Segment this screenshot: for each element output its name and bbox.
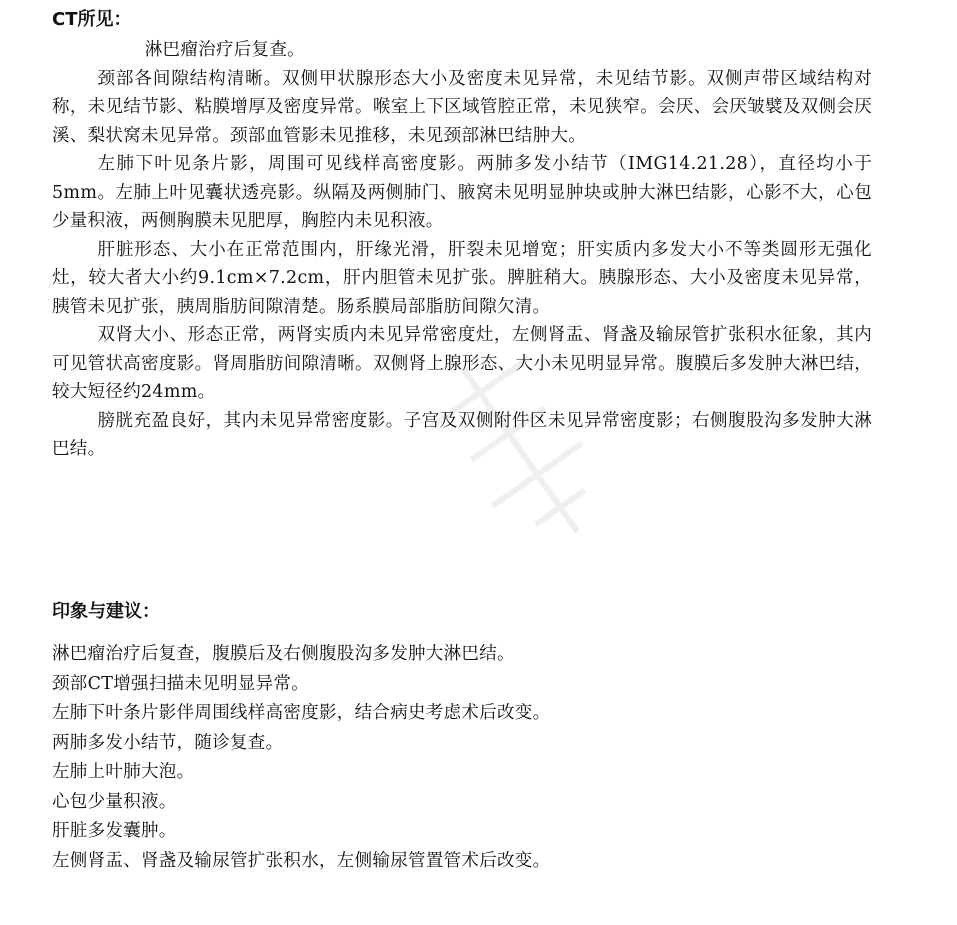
impression-heading: 印象与建议： <box>52 601 160 622</box>
impression-line: 左侧肾盂、肾盏及输尿管扩张积水，左侧输尿管置管术后改变。 <box>52 850 551 871</box>
findings-body <box>52 36 872 464</box>
impression-line: 心包少量积液。 <box>52 791 177 812</box>
impression-line: 淋巴瘤治疗后复查，腹膜后及右侧腹股沟多发肿大淋巴结。 <box>52 644 515 664</box>
impression-line: 左肺上叶肺大泡。 <box>52 762 195 782</box>
findings-paragraph-pelvis: 膀胱充盈良好，其内未见异常密度影。子宫及双侧附件区未见异常密度影；右侧腹股沟多发肿大淋巴结。 <box>52 410 872 459</box>
findings-paragraph-kidneys: 双肾大小、形态正常，两肾实质内未见异常密度灶，左侧肾盂、肾盏及输尿管扩张积水征象，其内可见管状高密度影。肾周脂肪间隙清晰。双侧肾上腺形态、大小未见明显异常。腹膜后多发肿大淋巴结，较大短径约24mm。 <box>52 325 872 402</box>
findings-paragraph-liver-pancreas: 肝脏形态、大小在正常范围内，肝缘光滑，肝裂未见增宽；肝实质内多发大小不等类圆形无强化灶，较大者大小约9.1cm×7.2cm，肝内胆管未见扩张。脾脏稍大。胰腺形态、大小及密度未见异常，胰管未见扩张，胰周脂肪间隙清楚。肠系膜局部脂肪间隙欠清。 <box>52 239 872 317</box>
impression-line: 颈部CT增强扫描未见明显异常。 <box>52 673 310 694</box>
findings-heading: CT所见： <box>52 9 132 30</box>
findings-paragraph-history: 淋巴瘤治疗后复查。 <box>144 40 305 60</box>
impression-line: 肝脏多发囊肿。 <box>52 821 177 841</box>
findings-paragraph-neck: 颈部各间隙结构清晰。双侧甲状腺形态大小及密度未见异常，未见结节影。双侧声带区域结构对称，未见结节影、粘膜增厚及密度异常。喉室上下区域管腔正常，未见狭窄。会厌、会厌皱襞及双侧会厌溪、梨状窝未见异常。颈部血管影未见推移，未见颈部淋巴结肿大。 <box>52 68 872 146</box>
findings-paragraph-chest: 左肺下叶见条片影，周围可见线样高密度影。两肺多发小结节（IMG14.21.28），直径均小于5mm。左肺上叶见囊状透亮影。纵隔及两侧肺门、腋窝未见明显肿块或肿大淋巴结影，心影不大，心包少量积液，两侧胸膜未见肥厚，胸腔内未见积液。 <box>52 154 872 231</box>
impression-line: 左肺下叶条片影伴周围线样高密度影，结合病史考虑术后改变。 <box>52 703 551 723</box>
impression-body <box>52 640 912 876</box>
impression-line: 两肺多发小结节，随诊复查。 <box>52 732 284 753</box>
